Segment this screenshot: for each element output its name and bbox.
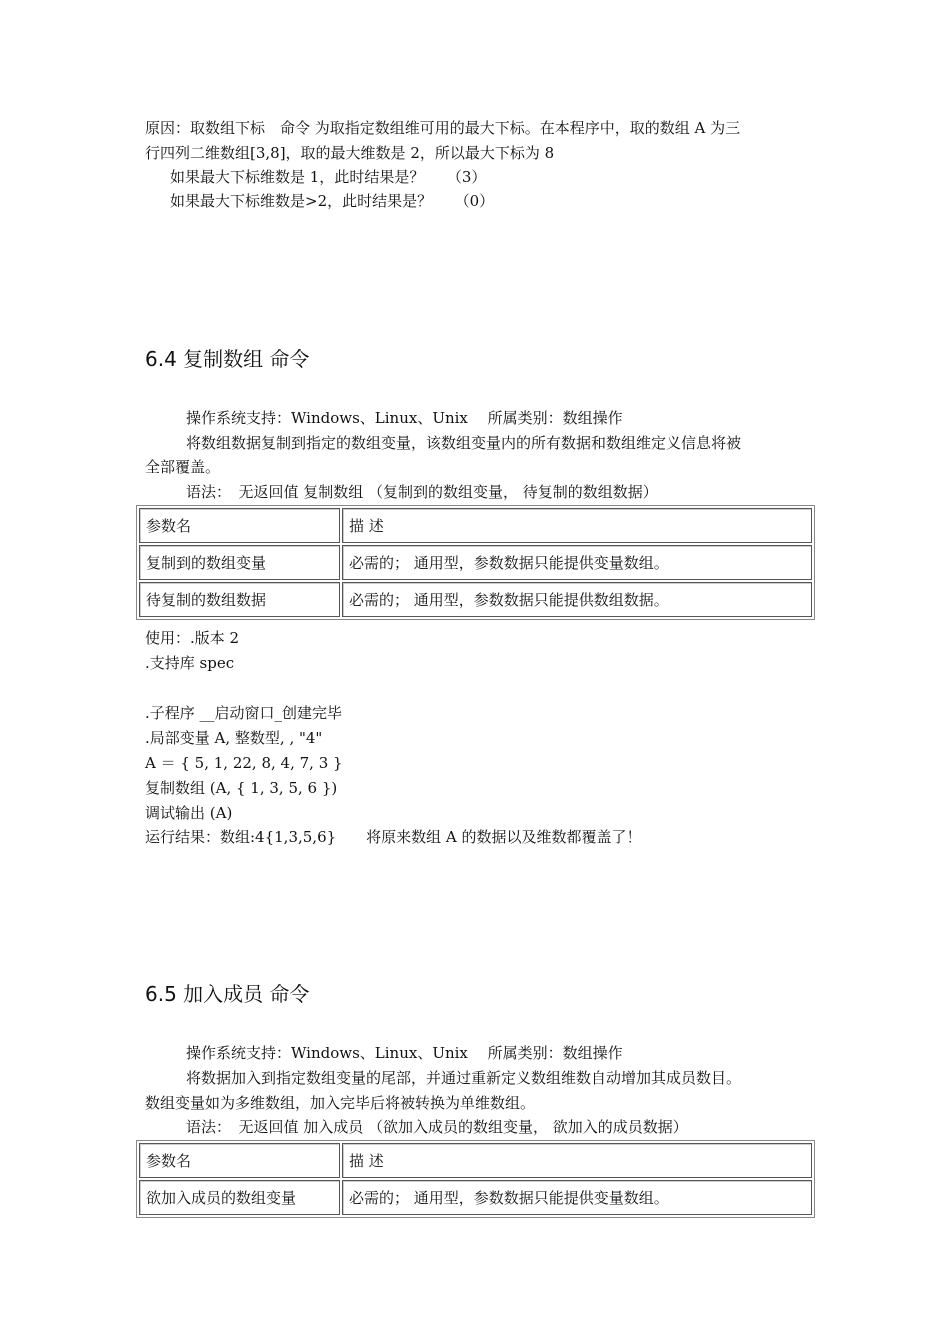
section-6-4-param-table xyxy=(136,505,815,620)
intro-question-2: 如果最大下标维数是>2，此时结果是？ （0） xyxy=(170,192,495,210)
section-6-5-desc-line-2: 数组变量如为多维数组，加入完毕后将被转换为单维数组。 xyxy=(145,1094,536,1112)
table-cell: 必需的； 通用型，参数数据只能提供变量数组。 xyxy=(342,1180,812,1215)
table-header-cell: 参数名 xyxy=(139,508,340,543)
table-row xyxy=(139,1180,812,1215)
table-row xyxy=(139,582,812,617)
section-heading-6-4: 6.4 复制数组 命令 xyxy=(145,347,310,371)
section-6-4-desc-line-2: 全部覆盖。 xyxy=(145,458,221,476)
code-line: .子程序 __启动窗口_创建完毕 xyxy=(145,704,343,722)
table-header-cell: 参数名 xyxy=(139,1143,340,1178)
table-cell: 必需的； 通用型，参数数据只能提供变量数组。 xyxy=(342,545,812,580)
code-line: .支持库 spec xyxy=(145,654,235,672)
code-line: 复制数组 (A, { 1, 3, 5, 6 }) xyxy=(145,779,338,797)
table-header-row xyxy=(139,508,812,543)
code-line: 调试输出 (A) xyxy=(145,804,233,822)
section-6-4-syntax: 语法： 无返回值 复制数组 （复制到的数组变量， 待复制的数组数据） xyxy=(186,483,658,501)
code-line: A ＝ { 5, 1, 22, 8, 4, 7, 3 } xyxy=(145,754,343,772)
intro-line-1: 原因：取数组下标 命令 为取指定数组维可用的最大下标。在本程序中，取的数组 A 为三 xyxy=(145,119,741,137)
section-6-5-os-support: 操作系统支持：Windows、Linux、Unix 所属类别：数组操作 xyxy=(186,1044,623,1062)
section-6-5-param-table xyxy=(136,1140,815,1218)
table-header-row xyxy=(139,1143,812,1178)
section-6-4-desc-line-1: 将数组数据复制到指定的数组变量，该数组变量内的所有数据和数组维定义信息将被 xyxy=(186,434,742,452)
section-6-5-desc-line-1: 将数据加入到指定数组变量的尾部，并通过重新定义数组维数自动增加其成员数目。 xyxy=(186,1069,742,1087)
table-header-cell: 描 述 xyxy=(342,508,812,543)
table-header-cell: 描 述 xyxy=(342,1143,812,1178)
table-cell: 欲加入成员的数组变量 xyxy=(139,1180,340,1215)
intro-question-1: 如果最大下标维数是 1，此时结果是？ （3） xyxy=(170,168,487,186)
table-cell: 必需的； 通用型，参数数据只能提供数组数据。 xyxy=(342,582,812,617)
code-line: .局部变量 A, 整数型, , "4" xyxy=(145,729,323,747)
section-heading-6-5: 6.5 加入成员 命令 xyxy=(145,982,310,1006)
table-row xyxy=(139,545,812,580)
section-6-4-os-support: 操作系统支持：Windows、Linux、Unix 所属类别：数组操作 xyxy=(186,409,623,427)
table-cell: 复制到的数组变量 xyxy=(139,545,340,580)
section-6-5-syntax: 语法： 无返回值 加入成员 （欲加入成员的数组变量， 欲加入的成员数据） xyxy=(186,1118,688,1136)
code-result-line: 运行结果：数组:4{1,3,5,6} 将原来数组 A 的数据以及维数都覆盖了！ xyxy=(145,828,642,846)
table-cell: 待复制的数组数据 xyxy=(139,582,340,617)
code-line: 使用：.版本 2 xyxy=(145,629,240,647)
intro-line-2: 行四列二维数组[3,8]，取的最大维数是 2，所以最大下标为 8 xyxy=(145,144,555,162)
